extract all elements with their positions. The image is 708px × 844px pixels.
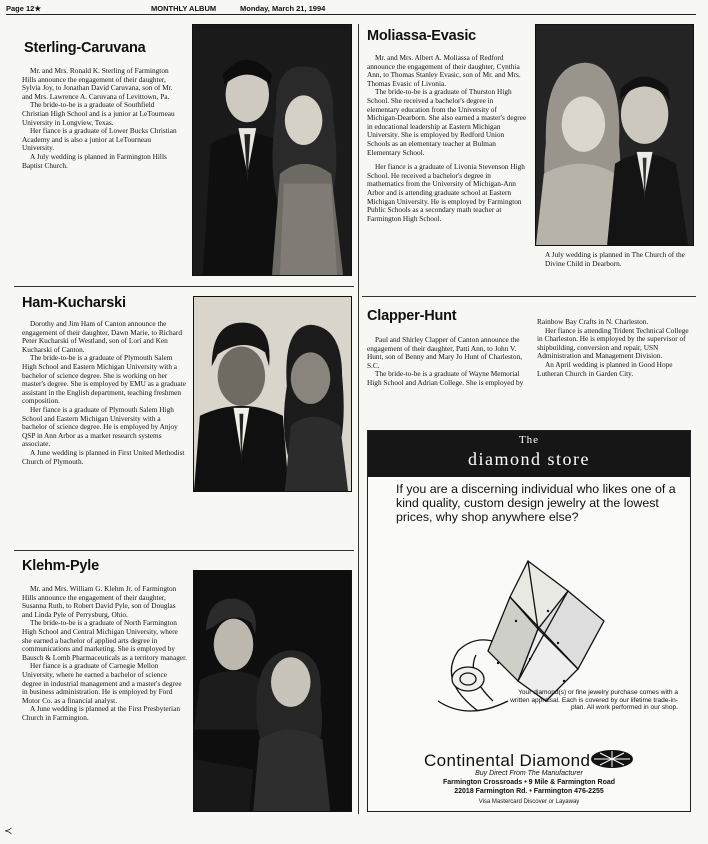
- engagement-photo: [192, 24, 352, 276]
- section-divider: [14, 550, 354, 551]
- article-paragraph: The bride-to-be is a graduate of Southfield Christian High School and is a junior at LeTourneau University in Longview, Texas.: [22, 100, 175, 127]
- article-paragraph: Paul and Shirley Clapper of Canton announce the engagement of their daughter, Patti Ann, to John V. Hunt, son of Benny and Mary Jo Hunt of Charleston, S.C.: [367, 335, 523, 370]
- section-name: MONTHLY ALBUM: [151, 4, 217, 13]
- section-divider: [362, 296, 696, 297]
- article-body: [367, 336, 527, 388]
- ad-location: Farmington Crossroads • 9 Mile & Farmington Road: [442, 779, 616, 786]
- ad-fine-print: Your diamond(s) or fine jewelry purchase comes with a written appraisal. Each is covered by our lifetime trade-in-plan. All work performed in our shop.: [510, 689, 678, 712]
- engagement-photo: [193, 570, 352, 812]
- article-paragraph: Her fiance is attending Trident Technical College in Charleston. He is employed by the supervisor of shipbuilding, conversion and repair, USN Administration and Management Division.: [537, 325, 689, 361]
- article-headline: Sterling-Caruvana: [24, 40, 146, 56]
- article-paragraph: A July wedding is planned in Farmington Hills Baptist Church.: [22, 151, 167, 170]
- ad-address: 22018 Farmington Rd. • Farmington 476-2255: [454, 788, 604, 795]
- article-paragraph: The bride-to-be is a graduate of North Farmington High School and Central Michigan University, where she earned a bachelor of applied arts degree in communications and marketing. She is employed by Bausch & Lomb Pharmaceuticals as a territory manager.: [22, 618, 187, 662]
- diamond-store-ad: [367, 430, 691, 812]
- engagement-photo: [535, 24, 694, 246]
- ad-copy: If you are a discerning individual who likes one of a kind quality, custom design jewelry at the lowest prices, why shop anywhere else?: [396, 482, 676, 524]
- article-body: [22, 320, 187, 466]
- photo-caption: A July wedding is planned in The Church of the Divine Child in Dearborn.: [545, 250, 685, 268]
- article-paragraph: Her fiance is a graduate of Lower Bucks Christian Academy and is also a junior at LeTourneau University.: [22, 126, 177, 153]
- article-paragraph: The bride-to-be is a graduate of Thurston High School. She received a bachelor's degree in elementary education from the University of Michigan-Dearborn. She also earned a master's degree in educational leadership at Eastern Michigan University. She is employed by Redford Union Schools as an elementary teacher at Bulman Elementary School.: [367, 87, 527, 157]
- ad-tagline: Buy Direct From The Manufacturer: [475, 770, 583, 777]
- margin-mark: ≺: [4, 826, 13, 837]
- article-headline: Moliassa-Evasic: [367, 28, 477, 44]
- section-divider: [14, 286, 354, 287]
- article-paragraph: Mr. and Mrs. William G. Klehm Jr. of Farmington Hills announce the engagement of their daughter, Susanna Ruth, to Robert David Pyle, son of Douglas and Linda Pyle of Perrysburg, Ohio.: [22, 584, 177, 619]
- ad-banner-title: diamond store: [468, 449, 590, 469]
- article-body: [537, 318, 692, 378]
- ad-banner-the: The: [518, 434, 540, 446]
- article-paragraph: Mr. and Mrs. Albert A. Moliassa of Redford announce the engagement of their daughter, Cynthia Ann, to Thomas Stanley Evasic, son of Mr. and Mrs. Thomas Evasic of Livonia.: [367, 53, 521, 88]
- article-body: [22, 585, 187, 723]
- article-paragraph: An April wedding is planned in Good Hope Lutheran Church in Garden City.: [537, 359, 673, 378]
- article-paragraph: The bride-to-be is a graduate of Wayne Memorial High School and Adrian College. She is employed by: [367, 369, 524, 387]
- article-body: [22, 67, 182, 170]
- article-paragraph: Her fiance is a graduate of Carnegie Mellon University, where he earned a bachelor of science degree in industrial management and a master's degree in business administration. He is employed by Ford Motor Co. as a financial analyst.: [22, 661, 182, 705]
- issue-date: Monday, March 21, 1994: [240, 4, 326, 13]
- article-paragraph: Rainbow Bay Crafts in N. Charleston.: [537, 317, 649, 326]
- article-headline: Ham-Kucharski: [22, 295, 126, 311]
- ad-payment-options: Visa Mastercard Discover or Layaway: [478, 799, 580, 805]
- article-paragraph: Mr. and Mrs. Ronald K. Sterling of Farmington Hills announce the engagement of their daughter, Sylvia Joy, to Jonathan David Caruvana, son of Mr. and Mrs. Lawrence A. Caruvana of Levittown, Pa.: [22, 66, 173, 101]
- article-paragraph: Her fiance is a graduate of Plymouth Salem High School and Eastern Michigan University with a bachelor of science degree. He is employed by Anjoy QSP in Ann Arbor as a market research systems associate.: [22, 404, 178, 449]
- article-paragraph: The bride-to-be is a graduate of Plymouth Salem High School and Eastern Michigan University with a bachelor of science degree. She is working on her master's degree. She is employed by EMU as a graduate assistant in the English department, teaching freshmen composition.: [22, 353, 186, 406]
- article-headline: Clapper-Hunt: [367, 308, 457, 324]
- engagement-photo: [193, 296, 352, 492]
- article-paragraph: A June wedding is planned at the First Presbyterian Church in Farmington.: [22, 704, 180, 722]
- page-number: Page 12★: [6, 4, 42, 13]
- ad-banner: [368, 431, 690, 477]
- ad-brand-name: Continental Diamond: [424, 751, 591, 770]
- article-paragraph: Her fiance is a graduate of Livonia Stevenson High School. He received a bachelor's degree in mathematics from the University of Michigan-Ann Arbor and is attending graduate school at Eastern Michigan University. He is employed by Farmington Public Schools as a secondary math teacher at Farmington High School.: [367, 162, 525, 223]
- article-headline: Klehm-Pyle: [22, 558, 99, 574]
- article-paragraph: Dorothy and Jim Ham of Canton announce the engagement of their daughter, Dawn Marie, to Richard Peter Kucharski of Westland, son of Lori and Ken Kucharski of Canton.: [22, 319, 182, 354]
- diamond-logo-icon: [590, 749, 634, 769]
- column-divider: [358, 24, 359, 814]
- article-paragraph: A June wedding is planned in First United Methodist Church of Plymouth.: [22, 447, 185, 466]
- page-header: [6, 3, 696, 15]
- article-body: [367, 54, 527, 223]
